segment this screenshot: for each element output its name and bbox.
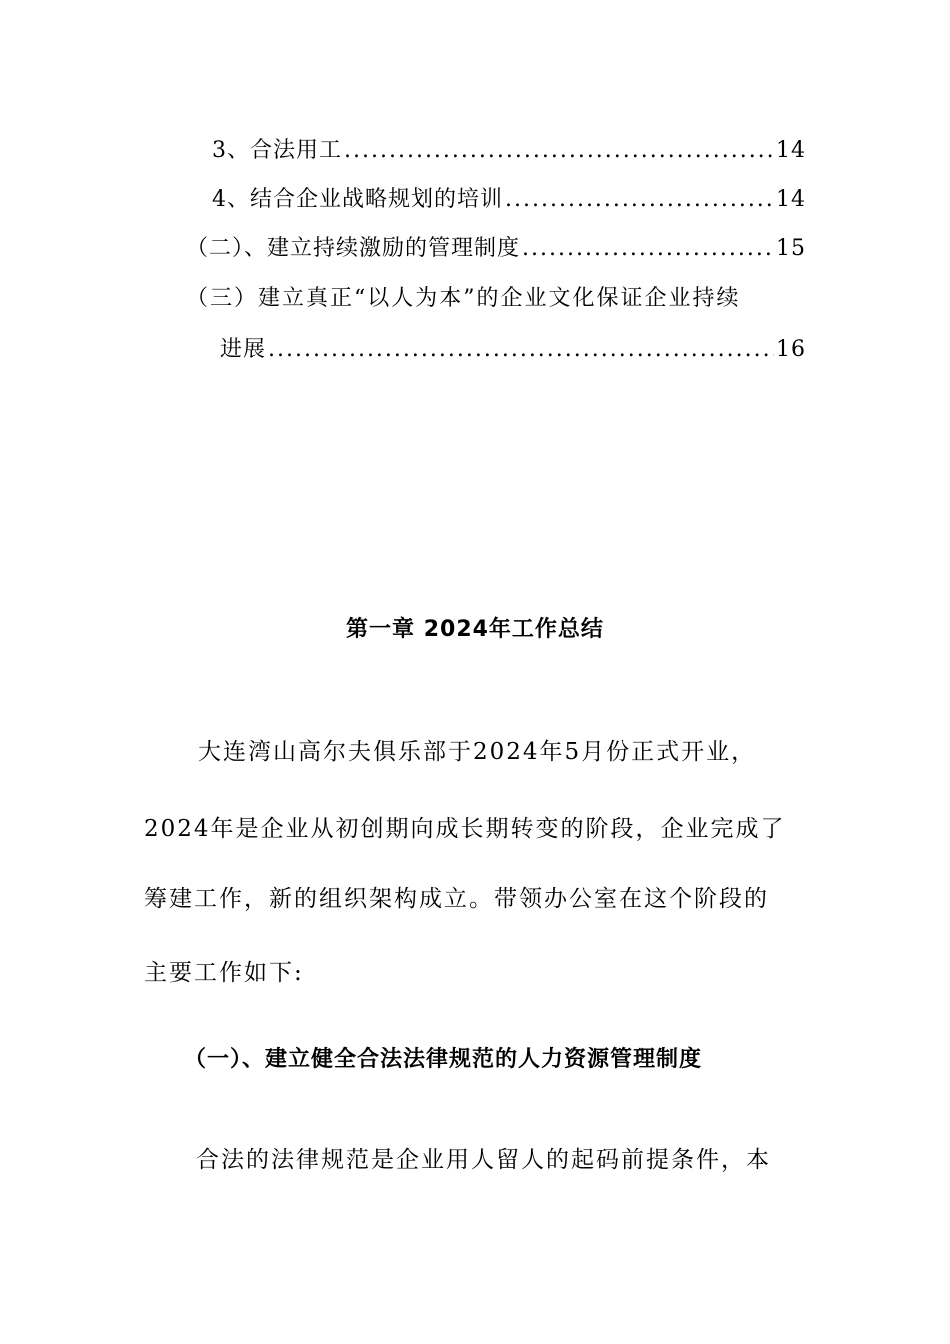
toc-entry-page: 14	[776, 187, 806, 212]
paragraph-line: 大连湾山高尔夫俱乐部于2024年5月份正式开业，	[198, 739, 757, 765]
toc-entry[interactable]	[212, 136, 806, 166]
toc-leader-dots	[268, 335, 774, 365]
toc-entry[interactable]	[220, 335, 806, 365]
toc-entry-text: 4、结合企业战略规划的培训	[212, 187, 503, 212]
toc-entry-text: 3、合法用工	[212, 138, 342, 163]
section-heading: （一）、建立健全合法法律规范的人力资源管理制度	[184, 1047, 703, 1072]
chapter-title: 第一章 2024年工作总结	[346, 617, 604, 642]
toc-entry-page: 14	[776, 138, 806, 163]
paragraph-line: 合法的法律规范是企业用人留人的起码前提条件，本	[196, 1147, 771, 1173]
toc-entry-text-line2: 进展	[220, 337, 267, 362]
paragraph-line: 主要工作如下:	[144, 960, 304, 986]
toc-entry-text: （二）、建立持续激励的管理制度	[186, 236, 521, 261]
toc-entry[interactable]	[212, 185, 806, 215]
toc-leader-dots	[522, 234, 774, 264]
toc-entry-page: 16	[776, 337, 806, 362]
toc-leader-dots	[344, 136, 774, 166]
toc-entry[interactable]	[186, 234, 806, 264]
paragraph-line: 筹建工作，新的组织架构成立。带领办公室在这个阶段的	[144, 886, 769, 912]
paragraph-line: 2024年是企业从初创期向成长期转变的阶段，企业完成了	[144, 816, 786, 842]
toc-leader-dots	[505, 185, 774, 215]
toc-entry-text-line1[interactable]: （三）建立真正“以人为本”的企业文化保证企业持续	[186, 286, 741, 311]
toc-entry-page: 15	[776, 236, 806, 261]
